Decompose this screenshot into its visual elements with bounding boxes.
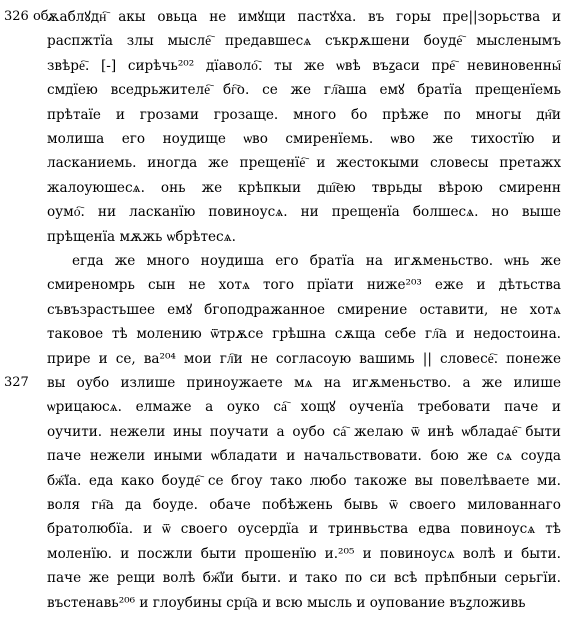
text-line: жалоуюшесѧ. онь же крѣпкыи дш҇ею тврьды вѣрою смиренн — [47, 179, 561, 196]
text-line: оумо҇. ни ласканїю повиноусѧ. ни прещенїа болшесѧ. но выше — [47, 204, 561, 221]
text-line: егда же много ноудиша его братїа на игѫменьство. ѡнь же — [72, 253, 561, 269]
text-line: вы оубо излише приноужаете мѧ на игѫменьство. а же илише — [47, 375, 561, 391]
text-line: таковое тѣ молению ѿтрѫсе грѣшна сѫща себе гл҇а и недостоина. — [47, 326, 561, 343]
text-line: въстенавь²⁰⁶ и глоубины срц҇а и всю мысль и оупование въꙁложивь — [47, 594, 526, 611]
folio-margin-note: 326 об. — [4, 9, 53, 24]
text-line: моленїю. и посжли быти прошенїю и.²⁰⁵ и повиноусѧ волѣ и быти. — [47, 545, 561, 562]
text-line: ѫаблꙋдн҇ акы овьца не имꙋщи пастꙋха. въ горы пре||зорьства и — [47, 9, 561, 25]
text-line: звѣре҇. [-] сирѣчь²⁰² дїаволо҇. ты же ѡвѣ въꙁаси пре҇ невиновенны҇ — [47, 57, 561, 74]
text-line: паче нежели иными ѡбладати и начальствовати. бою же сѧ соуда — [47, 448, 561, 465]
text-line: ѡрицаюсѧ. елмаже а оуко са҇ хощꙋ оученїа требовати паче и — [47, 399, 561, 416]
text-line: прѣщенїа мѫжь ѡбрѣтесѧ. — [47, 228, 236, 245]
text-line: прѣтаїе и грозами грозаще. много бо прѣже по многы дн҇и — [47, 106, 561, 123]
text-line: бж҇їа. еда како боуде҇ се бгоу тако любо такоже вы повелѣваете ми. — [47, 472, 561, 489]
folio-margin-note: 327 — [4, 375, 29, 390]
text-line: съвъзрастьшее емꙋ бгоподражанное смирение оставити, не хотѧ — [47, 301, 561, 318]
text-line: смдїею вседрьжителе҇ бг҇о. се же гл҇аша емꙋ братїа прещенїемь — [47, 82, 561, 99]
text-line: воля гн҇а да боуде. обаче побѣжень бывь ѿ своего милованнаго — [47, 497, 561, 513]
text-line: молиша его ноудище ѡво смиренїемь. ѡво же тихостїю и — [47, 131, 561, 147]
text-line: смиреномрь сын не хотѧ того прїати ниже²⁰³ еже и дѣтьства — [47, 277, 561, 294]
text-line: оучити. нежели ины поучати а оубо са҇ желаю ѿ инѣ ѡбладае҇ быти — [47, 423, 561, 440]
text-line: распжтїа злы мысле҇ предавшесѧ съкрѫшени боуде҇ мысленымъ — [47, 33, 561, 50]
text-line: паче же рещи волѣ бж҇їи быти. и тако по си всѣ прѣпбныи серьгїи. — [47, 570, 561, 587]
text-line: братолюбїа. и ѿ своего оусердїа и тринвьства едва повиноусѧ тѣ — [47, 521, 561, 538]
text-line: прире и се, ва²⁰⁴ мои гл҇и не согласоую вашимь || словесе҇. понеже — [47, 350, 561, 367]
text-line: ласканиемь. иногда же прещенїе҇ и жестокыми словесы претажх — [47, 155, 561, 172]
